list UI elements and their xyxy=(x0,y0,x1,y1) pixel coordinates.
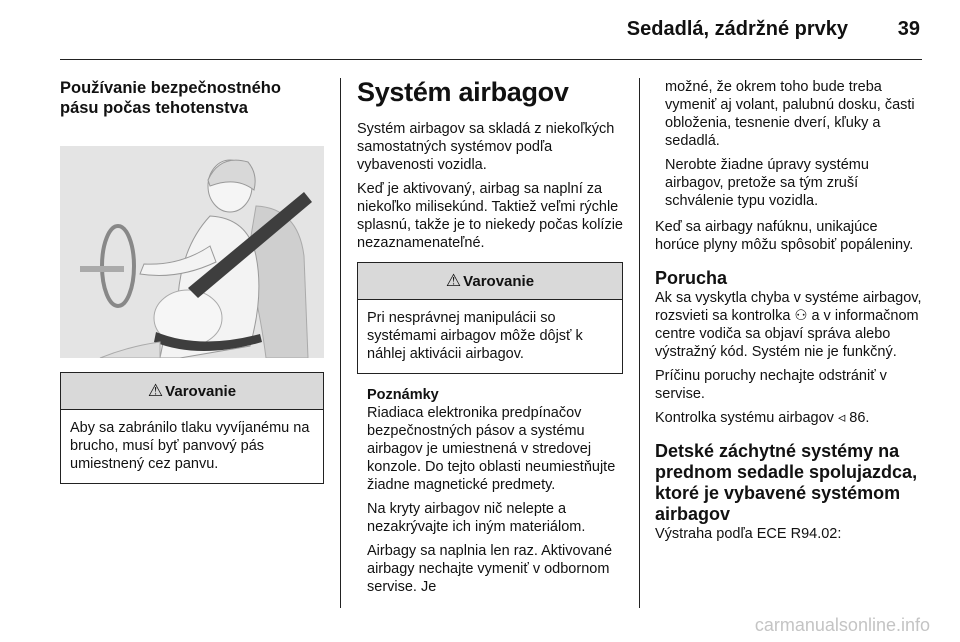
warning-body xyxy=(358,300,622,373)
column-1 xyxy=(60,78,324,484)
warning-text: Pri nesprávnej manipulácii so systémami airbagov môže dôjsť k náhlej aktivácii airbagov. xyxy=(367,310,583,362)
warning-text: Aby sa zabránilo tlaku vyvíjanému na brucho, musí byť panvový pás umiestnený cez panvu. xyxy=(70,420,310,472)
warning-triangle-icon: ⚠ xyxy=(445,271,462,290)
fault-paragraph-3 xyxy=(655,409,925,427)
airbag-activation-paragraph: Keď je aktivovaný, airbag sa naplní za niekoľko milisekúnd. Taktiež veľmi rýchle splasnú, takže je to niekedy počas kolízie nezaznamenateľné. xyxy=(357,181,623,251)
fault-text-3a: Kontrolka systému airbagov xyxy=(655,410,834,426)
page-reference-link[interactable]: 86. xyxy=(849,410,870,426)
warning-label: Varovanie xyxy=(463,272,535,290)
fault-text-a: Ak sa vyskytla chyba v systéme airbagov, rozsvieti sa kontrolka xyxy=(655,290,922,324)
child-restraint-heading: Detské záchytné systémy na prednom sedadle spolujazdca, ktoré je vybavené systémom airbagov xyxy=(655,441,918,524)
pregnancy-warning-box xyxy=(60,372,324,484)
page-number: 39 xyxy=(897,18,920,40)
airbag-intro-paragraph: Systém airbagov sa skladá z niekoľkých samostatných systémov podľa vybavenosti vozidla. xyxy=(357,121,615,173)
column-divider-2 xyxy=(639,78,640,608)
warning-header xyxy=(61,373,323,410)
airbag-warning-icon: ⚇ xyxy=(794,308,808,324)
note-block xyxy=(357,386,623,596)
warning-header xyxy=(358,263,622,300)
column-2 xyxy=(357,78,623,596)
note-title: Poznámky xyxy=(367,387,439,403)
page-header xyxy=(0,0,960,60)
child-restraint-paragraph: Výstraha podľa ECE R94.02: xyxy=(655,526,842,542)
pregnancy-belt-heading: Používanie bezpečnostného pásu počas tehotenstva xyxy=(60,79,281,117)
header-divider xyxy=(60,59,922,60)
airbag-system-title: Systém airbagov xyxy=(357,77,569,107)
note-paragraph-3: Airbagy sa naplnia len raz. Aktivované airbagy nechajte vymeniť v odbornom servise. Je xyxy=(367,543,613,595)
illustration-svg xyxy=(60,146,324,358)
column-3 xyxy=(655,78,925,543)
airbag-warning-box xyxy=(357,262,623,374)
column-divider-1 xyxy=(340,78,341,608)
page-reference-icon: ◃ xyxy=(837,410,846,426)
note-continuation xyxy=(655,78,925,210)
note-continuation-1: možné, že okrem toho bude treba vymeniť aj volant, palubnú dosku, časti obloženia, tesnenie dverí, kľuky a sedadlá. xyxy=(665,79,915,149)
fault-heading: Porucha xyxy=(655,268,728,288)
section-title: Sedadlá, zádržné prvky xyxy=(626,18,848,40)
pregnant-driver-seatbelt-illustration xyxy=(60,146,324,358)
warning-body xyxy=(61,410,323,483)
fault-paragraph-1 xyxy=(655,289,925,361)
warning-label: Varovanie xyxy=(165,382,237,400)
note-paragraph-2: Na kryty airbagov nič nelepte a nezakrývajte ich iným materiálom. xyxy=(367,501,586,535)
note-paragraph-1: Riadiaca elektronika predpínačov bezpečnostných pásov a systému airbagov je umiestnená v stredovej konzole. Do tejto oblasti neumiestňujte žiadne magnetické predmety. xyxy=(367,405,616,493)
hot-gas-paragraph: Keď sa airbagy nafúknu, unikajúce horúce plyny môžu spôsobiť popáleniny. xyxy=(655,219,914,253)
warning-triangle-icon: ⚠ xyxy=(147,381,164,400)
fault-text-b: a v informačnom centre vodiča sa objaví správa alebo výstražný kód. Systém nie je funkčný. xyxy=(655,308,919,360)
fault-paragraph-2: Príčinu poruchy nechajte odstrániť v servise. xyxy=(655,368,887,402)
watermark: carmanualsonline.info xyxy=(754,615,930,635)
note-continuation-2: Nerobte žiadne úpravy systému airbagov, pretože sa tým zruší schválenie typu vozidla. xyxy=(665,157,869,209)
